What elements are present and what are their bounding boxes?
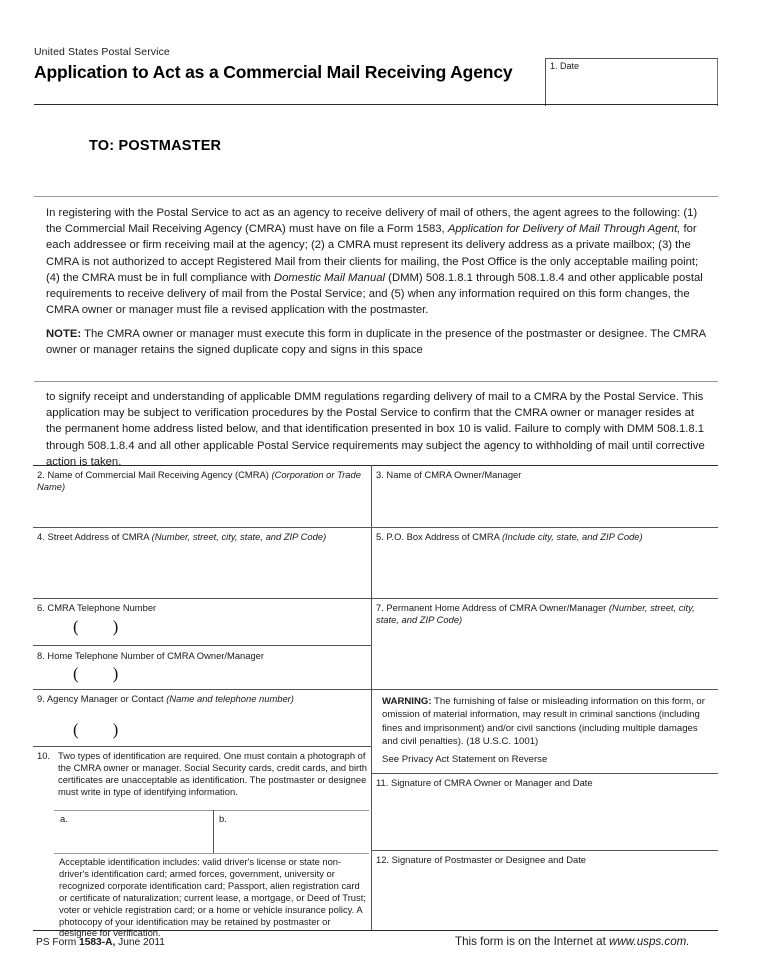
form-header	[34, 46, 718, 83]
field-7-label	[376, 602, 714, 625]
intro-text-3: (DMM) 508.1.8.1 through 508.1.8.4 and other applicable postal requirements to receive delivery of mail from the Postal Service; and (5) when any information required on this form changes, the CMRA owner or manager must file a revised application with the postmaster.	[46, 271, 703, 317]
field-4-label	[37, 531, 367, 543]
field-10-acceptable-id-text: Acceptable identification includes: valid driver's license or state non-driver's identification card; armed forces, government, university or recognized corporate identification card; Passport, alien registration card or certificate of naturalization; current lease, a mortgage, or Deed of Trust; voter or vehicle registration card; or a home or vehicle insurance policy. A photocopy of your identification may be retained by postmaster or designee for verification.	[59, 856, 366, 939]
field-5-input[interactable]	[374, 545, 716, 596]
form-fields-table	[33, 465, 718, 939]
field-8-paren-open: (	[73, 664, 113, 683]
field-3-label: 3. Name of CMRA Owner/Manager	[376, 469, 522, 480]
field-6-input[interactable]	[35, 615, 369, 643]
field-2-input[interactable]	[35, 485, 369, 525]
row-divider-11-12	[371, 850, 718, 851]
field-6-paren-close: )	[112, 617, 153, 636]
field-12-signature-input[interactable]	[374, 868, 716, 928]
row-divider-warning-11	[371, 773, 718, 774]
row-divider-2-4	[33, 527, 371, 528]
field-10b-input[interactable]	[215, 825, 368, 853]
field-10-subrow-bottom	[54, 853, 369, 854]
agency-name: United States Postal Service	[34, 46, 170, 58]
field-4-text: Street Address of CMRA	[47, 531, 152, 542]
field-7-input[interactable]	[374, 628, 716, 687]
field-12-label: 12. Signature of Postmaster or Designee and Date	[376, 854, 587, 865]
row-divider-3-5	[371, 527, 718, 528]
warning-block	[382, 695, 709, 749]
field-3-input[interactable]	[374, 483, 716, 525]
warning-label: WARNING:	[382, 696, 432, 707]
field-5-italic: (Include city, state, and ZIP Code)	[501, 531, 643, 542]
note-paragraph	[46, 326, 706, 358]
field-10-ab-divider	[213, 810, 214, 853]
field-9-label	[37, 693, 367, 705]
intro-italic-2: Domestic Mail Manual	[273, 271, 386, 284]
note-label: NOTE:	[46, 328, 82, 340]
row-divider-6-8	[33, 645, 371, 646]
warning-text: The furnishing of false or misleading information on this form, or omission of material information, may result in criminal sanctions (including fines and imprisonment) and/or civil sanctions (including multiple damages and civil penalties). (18 U.S.C. 1001)	[382, 696, 705, 748]
field-7-italic: (Number, street, city, state, and ZIP Code)	[376, 602, 695, 625]
field-5-text: 5. P.O. Box Address of CMRA	[376, 531, 502, 542]
field-8-input[interactable]	[35, 662, 369, 687]
intro-text-2: for each addressee or firm receiving mail at the agency; (2) a CMRA must represent its delivery address as a private mailbox; (3) the CMRA is not authorized to accept Registered Mail from their clients for mailing, the Post Office is the only acceptable mailing point; (4) the CMRA must be in full compliance with	[46, 223, 699, 284]
field-10a-input[interactable]	[56, 825, 211, 853]
form-number-footer	[36, 937, 165, 948]
header-divider	[34, 104, 718, 105]
field-9-text: 9. Agency Manager or Contact	[37, 693, 167, 704]
privacy-act-note: See Privacy Act Statement on Reverse	[382, 754, 548, 765]
to-postmaster-heading: TO: POSTMASTER	[89, 138, 222, 154]
field-8-paren-close: )	[112, 664, 153, 683]
field-6-paren-open: (	[73, 617, 113, 636]
field-9-italic: (Name and telephone number)	[166, 693, 294, 704]
field-9-paren-open: (	[73, 720, 113, 739]
field-5-label	[376, 531, 716, 543]
row-divider-5-7	[371, 598, 718, 599]
field-4-italic: (Number, street, city, state, and ZIP Code)	[151, 531, 327, 542]
field-4-input[interactable]	[35, 545, 369, 596]
date-field-label: 1. Date	[550, 61, 580, 71]
intro-text-1: In registering with the Postal Service to act as an agency to receive delivery of mail of others, the agent agrees to the following: (1) the Commercial Mail Receiving Agency (CMRA) must have on file a Form 1583,	[46, 207, 698, 236]
field-8-label: 8. Home Telephone Number of CMRA Owner/Manager	[37, 650, 265, 661]
field-9-input[interactable]	[35, 707, 369, 745]
field-6-label: 6. CMRA Telephone Number	[37, 602, 157, 613]
field-11-label: 11. Signature of CMRA Owner or Manager and Date	[376, 777, 593, 788]
field-10-label	[37, 750, 367, 798]
table-center-divider	[371, 465, 372, 930]
field-10-text: Two types of identification are required. One must contain a photograph of the CMRA owner or manager. Social Security cards, credit cards, and birth certificates are unacceptable as identification. The postmaster or designee must write in type of identifying information.	[58, 750, 367, 797]
field-2-number: 2.	[37, 469, 45, 480]
field-11-signature-input[interactable]	[374, 791, 716, 848]
row-divider-9-10	[33, 746, 371, 747]
intro-paragraph	[46, 205, 706, 318]
usps-url: www.usps.com.	[609, 935, 690, 948]
field-2-text: Name of Commercial Mail Receiving Agency (CMRA)	[47, 469, 272, 480]
intro-divider	[34, 196, 718, 197]
footer-form-prefix: PS Form	[36, 937, 80, 948]
intro-italic-1: Application for Delivery of Mail Through Agent,	[447, 223, 681, 236]
internet-footer-text: This form is on the Internet at	[455, 935, 610, 948]
signify-paragraph: to signify receipt and understanding of applicable DMM regulations regarding delivery of mail to a CMRA by the Postal Service. This application may be subject to verification procedures by the Postal Service to confirm that the CMRA owner or manager resides at the permanent home address listed below, and that identification presented in box 10 is valid. Failure to comply with DMM 508.1.8.1 through 508.1.8.4 and all other applicable Postal Service requirements may subject the agency to withholding of mail until corrective action is taken.	[46, 391, 705, 468]
field-2-italic: (Corporation or Trade Name)	[37, 469, 361, 492]
row-divider-4-6	[33, 598, 371, 599]
field-4-number: 4.	[37, 531, 45, 542]
field-7-text: 7. Permanent Home Address of CMRA Owner/Manager	[376, 602, 609, 613]
field-9-paren-close: )	[112, 720, 153, 739]
note-text: The CMRA owner or manager must execute this form in duplicate in the presence of the postmaster or designee. The CMRA owner or manager retains the signed duplicate copy and signs in this space	[46, 328, 706, 357]
date-field-box[interactable]	[545, 58, 718, 106]
row-divider-7-warning	[371, 689, 718, 690]
internet-footer	[455, 935, 690, 948]
table-top-border	[33, 465, 718, 466]
field-10-number: 10.	[37, 750, 51, 761]
signature-line[interactable]	[34, 381, 718, 382]
footer-form-date: June 2011	[115, 937, 165, 948]
field-10a-label: a.	[60, 813, 68, 824]
field-10b-label: b.	[219, 813, 227, 824]
footer-form-number: 1583-A,	[79, 937, 116, 948]
field-10-subrow-top	[54, 810, 369, 811]
row-divider-8-9	[33, 689, 371, 690]
page-title: Application to Act as a Commercial Mail Receiving Agency	[34, 62, 513, 82]
